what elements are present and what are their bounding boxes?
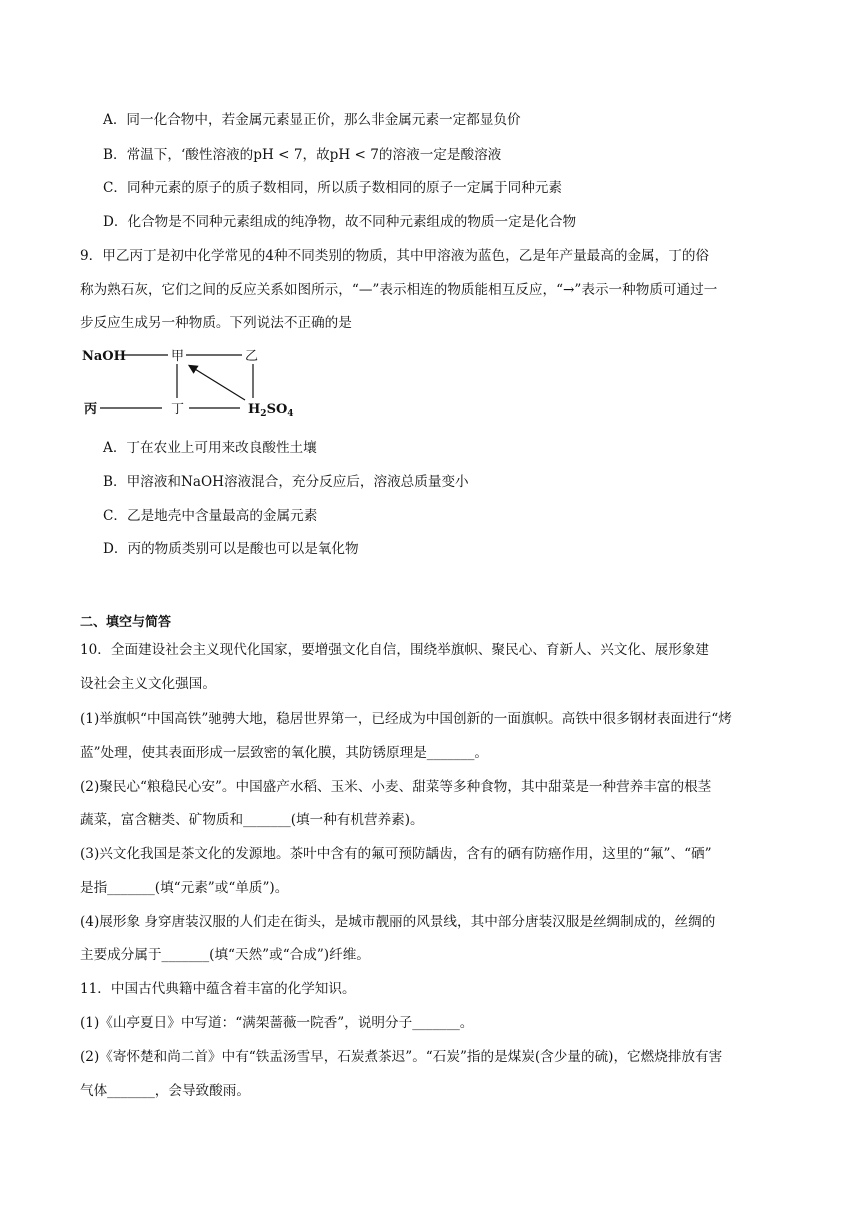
- q8-option-d: D．化合物是不同种元素组成的纯净物，故不同种元素组成的物质一定是化合物: [103, 214, 577, 230]
- q8-option-c: C．同种元素的原子的质子数相同，所以质子数相同的原子一定属于同种元素: [103, 180, 562, 196]
- q9-stem-line-3: 步反应生成另一种物质。下列说法不正确的是: [80, 315, 352, 331]
- q10-line-1: 10．全面建设社会主义现代化国家，要增强文化自信，围绕举旗帜、聚民心、育新人、兴文化、展形象建: [80, 642, 710, 658]
- node-h2so4: $H_2SO_4$: [248, 402, 294, 419]
- q11-line-1: 11．中国古代典籍中蕴含着丰富的化学知识。: [80, 981, 356, 997]
- q8-option-b: B．常温下，‘酸性溶液的pH < 7，故pH < 7的溶液一定是酸溶液: [103, 147, 502, 163]
- node-naoh: NaOH: [82, 349, 126, 364]
- q10-line-10: 主要成分属于_______(填“天然”或“合成”)纤维。: [80, 947, 370, 963]
- q9-option-a: A．丁在农业上可用来改良酸性土壤: [103, 440, 317, 456]
- q11-line-2: (1)《山亭夏日》中写道：“满架蔷薇一院香”，说明分子_______。: [80, 1015, 474, 1031]
- q10-line-8: 是指_______(填“元素”或“单质”)。: [80, 880, 289, 896]
- q9-stem-line-2: 称为熟石灰，它们之间的反应关系如图所示，“—”表示相连的物质能相互反应，“→”表示一种物质可通过一: [80, 282, 718, 298]
- node-ding: 丁: [171, 402, 185, 417]
- q11-line-3: (2)《寄怀楚和尚二首》中有“铁盂汤雪早，石炭煮茶迟”。“石炭”指的是煤炭(含少量的硫)，它燃烧排放有害: [80, 1049, 723, 1065]
- q10-line-5: (2)聚民心“粮稳民心安”。中国盛产水稻、玉米、小麦、甜菜等多种食物，其中甜菜是一种营养丰富的根茎: [80, 779, 712, 795]
- node-yi: 乙: [245, 349, 259, 364]
- q10-line-6: 蔬菜，富含糖类、矿物质和_______(填一种有机营养素)。: [80, 812, 424, 828]
- q9-option-d: D．丙的物质类别可以是酸也可以是氧化物: [103, 541, 359, 557]
- q9-option-b: B．甲溶液和NaOH溶液混合，充分反应后，溶液总质量变小: [103, 474, 469, 490]
- q9-stem-line-1: 9．甲乙丙丁是初中化学常见的4种不同类别的物质，其中甲溶液为蓝色，乙是年产量最高的金属，丁的俗: [80, 248, 710, 264]
- q10-line-2: 设社会主义文化强国。: [80, 676, 216, 692]
- node-bing: 丙: [84, 402, 98, 417]
- q8-option-a: A．同一化合物中，若金属元素显正价，那么非金属元素一定都显负价: [103, 112, 521, 128]
- q10-line-7: (3)兴文化我国是茶文化的发源地。茶叶中含有的氟可预防龋齿，含有的硒有防癌作用，这里的“氟”、“硒”: [80, 846, 712, 862]
- node-jia: 甲: [171, 349, 185, 364]
- section-title: 二、填空与简答: [80, 615, 172, 630]
- q9-option-c: C．乙是地壳中含量最高的金属元素: [103, 508, 318, 524]
- reaction-diagram: [82, 342, 292, 422]
- q10-line-9: (4)展形象 身穿唐装汉服的人们走在街头，是城市靓丽的风景线，其中部分唐装汉服是丝绸制成的，丝绸的: [80, 914, 716, 930]
- q10-line-3: (1)举旗帜“中国高铁”驰骋大地，稳居世界第一，已经成为中国创新的一面旗帜。高铁中很多钢材表面进行“烤: [80, 711, 732, 727]
- arrow-h2so4-to-jia: [190, 366, 245, 400]
- q10-line-4: 蓝”处理，使其表面形成一层致密的氧化膜，其防锈原理是_______。: [80, 745, 488, 761]
- q11-line-4: 气体_______，会导致酸雨。: [80, 1083, 250, 1099]
